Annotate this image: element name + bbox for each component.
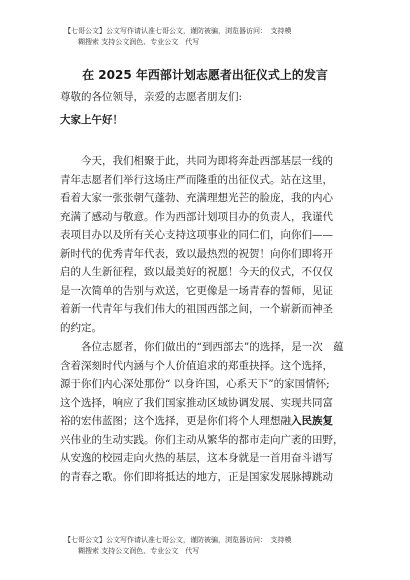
notice-line-1: 【七哥公文】公文写作请认准七哥公文，谨防被骗，浏览器访问： 支持模 xyxy=(64,536,292,544)
paragraph-line: 源于你们内心深处那份“ 以身许国，心系天下”的家国情怀; xyxy=(60,378,330,390)
paragraph-line: 的青春之歌。你们即将抵达的地方，正是国家发展脉搏跳动 xyxy=(60,470,333,483)
paragraph-line: 含着深刻时代内涵与个人价值追求的郑重抉择。这个选择， xyxy=(60,359,333,372)
greeting: 尊敬的各位领导，亲爱的志愿者朋友们: xyxy=(60,91,243,103)
paragraph-line: 新时代的优秀青年代表，致以最热烈的祝贺！向你们即将开 xyxy=(60,247,333,260)
paragraph-line: 启的人生新征程，致以最美好的祝愿！今天的仪式，不仅仅 xyxy=(60,266,333,278)
paragraph-line: 这个选择，响应了我们国家推动区域协调发展、实现共同富 xyxy=(60,396,333,409)
paragraph-line xyxy=(60,412,354,431)
header-notice xyxy=(64,26,364,48)
paragraph-line: 兴伟业的生动实践。你们主动从繁华的都市走向广袤的田野， xyxy=(60,433,344,446)
notice-line-1: 【七哥公文】公文写作请认准七哥公文，谨防被骗，浏览器访问： 支持模 xyxy=(64,27,292,35)
paragraph-line: 表项目办以及所有关心支持这项事业的同仁们，向你们—— xyxy=(60,229,333,241)
emphasized-text: 入民族复 xyxy=(291,415,333,427)
salutation: 大家上午好！ xyxy=(60,114,123,126)
notice-line-2: 糊搜索 支持公文润色、专业公文 代写 xyxy=(78,38,200,46)
paragraph-line: 充满了感动与敬意。作为西部计划项目办的负责人，我谨代 xyxy=(60,210,333,223)
paragraph-line: 的约定。 xyxy=(60,321,102,334)
paragraph-line: 各位志愿者，你们做出的“到西部去”的选择，是一次 蕴 xyxy=(81,341,344,353)
paragraph-text: 裕的宏伟蓝图；这个选择，更是你们将个人理想融 xyxy=(60,415,291,427)
paragraph-line: 今天，我们相聚于此，共同为即将奔赴西部基层一线的 xyxy=(81,155,333,167)
paragraph-line: 着新一代青年与我们伟大的祖国西部之间，一个崭新而神圣 xyxy=(60,303,333,315)
paragraph-2 xyxy=(60,338,354,486)
footer-notice xyxy=(64,535,364,557)
paragraph-line: 从安逸的校园走向火热的基层，这本身就是一首用奋斗谱写 xyxy=(60,452,333,464)
paragraph-1 xyxy=(60,152,354,337)
paragraph-line: 看着大家一张张朝气蓬勃、充满理想光芒的脸庞，我的内心 xyxy=(60,192,333,204)
document-title: 在 2025 年西部计划志愿者出征仪式上的发言 xyxy=(82,68,328,82)
paragraph-line: 青年志愿者们举行这场庄严而隆重的出征仪式。站在这里， xyxy=(60,173,333,186)
paragraph-line: 是一次简单的告别与欢送，它更像是一场青春的誓师，见证 xyxy=(60,284,333,297)
notice-line-2: 糊搜索 支持公文润色、专业公文 代写 xyxy=(78,547,200,555)
